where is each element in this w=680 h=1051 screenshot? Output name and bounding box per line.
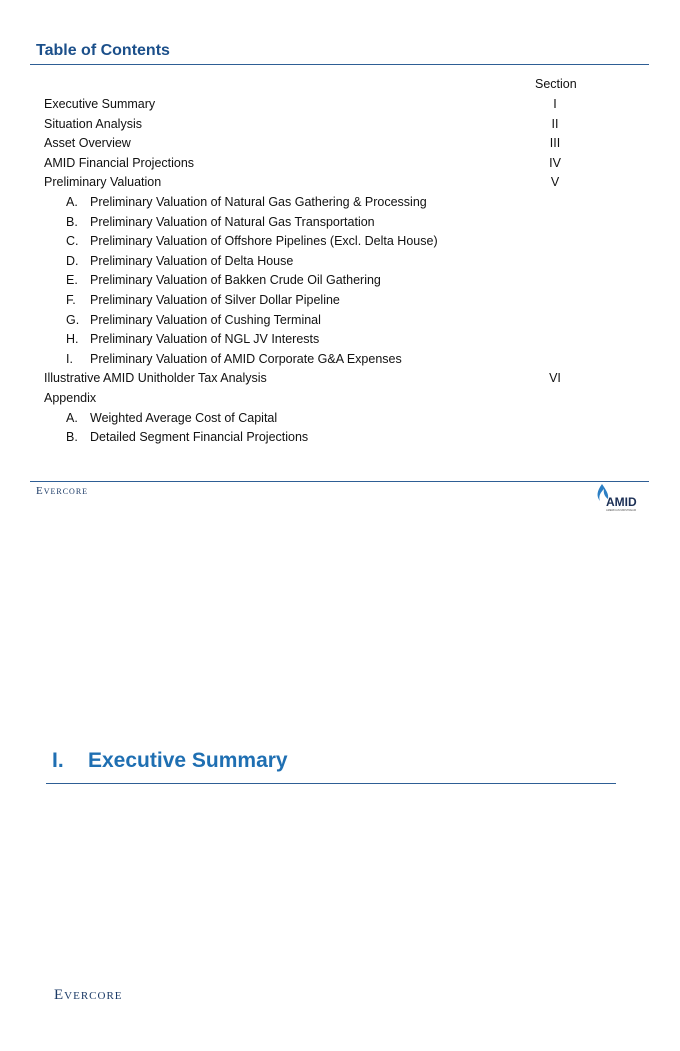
toc-entry-label: Preliminary Valuation <box>44 175 162 190</box>
section-column-header: Section <box>535 77 577 91</box>
toc-section-number: III <box>549 136 561 151</box>
section-divider-line <box>46 783 616 784</box>
toc-subentry <box>0 350 680 370</box>
toc-entry-letter: D. <box>66 253 79 268</box>
page-title: Table of Contents <box>36 42 170 59</box>
evercore-logo: Evercore <box>36 485 89 497</box>
toc-subentry <box>0 193 680 213</box>
toc-entry-letter: G. <box>66 312 80 327</box>
title-divider <box>30 64 649 65</box>
toc-entry-letter: B. <box>66 430 78 445</box>
toc-subentry <box>0 409 680 429</box>
toc-page <box>0 0 680 525</box>
toc-entry-letter: E. <box>66 273 78 288</box>
toc-entry-label: Preliminary Valuation of NGL JV Interests <box>90 332 320 347</box>
toc-subentry <box>0 428 680 448</box>
toc-entry <box>0 154 680 174</box>
toc-entry-letter: I. <box>66 351 73 366</box>
toc-entry <box>0 134 680 154</box>
section-number: I. <box>52 749 64 772</box>
toc-entry-label: Preliminary Valuation of Silver Dollar Pipeline <box>90 292 340 307</box>
toc-section-number: IV <box>549 155 561 170</box>
toc-entry-label: Preliminary Valuation of Cushing Terminal <box>90 312 321 327</box>
section-title: Executive Summary <box>88 749 288 772</box>
footer-divider <box>30 481 649 482</box>
toc-section-number: I <box>553 97 557 111</box>
toc-entry-letter: F. <box>66 292 76 307</box>
toc-entry-label: Weighted Average Cost of Capital <box>90 410 278 425</box>
amid-logo <box>594 482 652 512</box>
toc-subentry <box>0 291 680 311</box>
toc-entry-label: Preliminary Valuation of Bakken Crude Oil Gathering <box>90 273 381 288</box>
toc-entry-letter: A. <box>66 194 78 209</box>
toc-entry-label: AMID Financial Projections <box>44 155 195 170</box>
toc-entry-label: Preliminary Valuation of Natural Gas Transportation <box>90 214 375 229</box>
toc-subentry <box>0 232 680 252</box>
toc-entry <box>0 95 680 115</box>
toc-subentry <box>0 330 680 350</box>
toc-entry-label: Executive Summary <box>44 97 156 111</box>
toc-entry-label: Preliminary Valuation of Offshore Pipelines (Excl. Delta House) <box>90 234 438 249</box>
toc-section-number: II <box>551 116 559 131</box>
toc-list <box>0 95 680 448</box>
toc-entry-letter: B. <box>66 214 78 229</box>
evercore-logo-footer: Evercore <box>54 987 123 1003</box>
toc-subentry <box>0 311 680 331</box>
toc-entry-label: Situation Analysis <box>44 116 142 131</box>
toc-entry-label: Preliminary Valuation of Natural Gas Gathering & Processing <box>90 194 427 209</box>
toc-subentry <box>0 213 680 233</box>
toc-subentry <box>0 271 680 291</box>
section-divider-page <box>0 525 680 1051</box>
toc-section-number: VI <box>549 371 561 386</box>
toc-entry-label: Detailed Segment Financial Projections <box>90 430 309 445</box>
toc-entry <box>0 173 680 193</box>
toc-entry-label: Appendix <box>44 390 97 405</box>
toc-entry-label: Asset Overview <box>44 136 131 151</box>
toc-entry-letter: H. <box>66 332 79 347</box>
amid-logo-text: AMID <box>606 495 637 509</box>
toc-entry-label: Preliminary Valuation of AMID Corporate G&A Expenses <box>90 351 402 366</box>
toc-entry-label: Illustrative AMID Unitholder Tax Analysis <box>44 371 267 386</box>
toc-entry <box>0 115 680 135</box>
toc-entry-letter: A. <box>66 410 78 425</box>
toc-entry <box>0 369 680 389</box>
toc-entry <box>0 389 680 409</box>
amid-logo-subtext: AMERICAN MIDSTREAM <box>606 509 636 512</box>
toc-entry-label: Preliminary Valuation of Delta House <box>90 253 294 268</box>
toc-entry-letter: C. <box>66 234 79 249</box>
toc-subentry <box>0 252 680 272</box>
toc-section-number: V <box>550 175 560 190</box>
